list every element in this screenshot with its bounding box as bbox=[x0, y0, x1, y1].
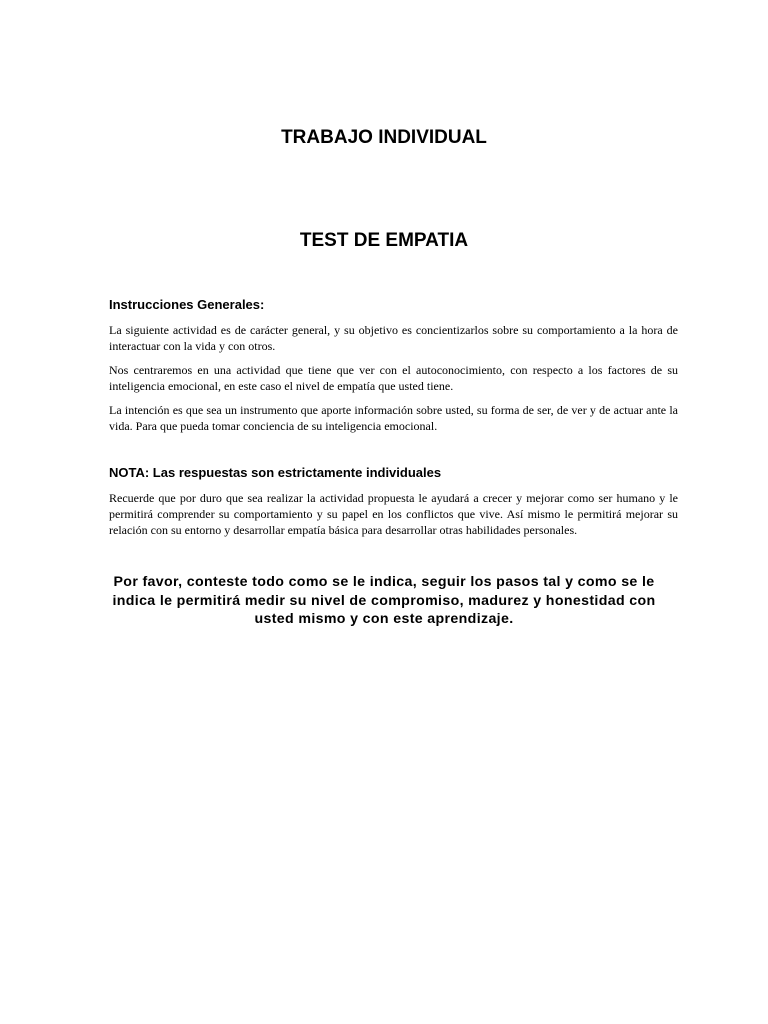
note-paragraph: Recuerde que por duro que sea realizar la actividad propuesta le ayudará a crecer y mejorar como ser humano y le permitirá comprender su comportamiento y su papel en los conflictos que vive. Así mismo le permitirá mejorar su relación con su entorno y desarrollar empatía básica para desarrollar otras habilidades personales. bbox=[109, 491, 678, 537]
instructions-paragraph-1: La siguiente actividad es de carácter general, y su objetivo es concientizarlos sobre su comportamiento a la hora de interactuar con la vida y con otros. bbox=[109, 323, 678, 353]
instructions-paragraph-3: La intención es que sea un instrumento que aporte información sobre usted, su forma de ser, de ver y de actuar ante la vida. Para que pueda tomar conciencia de su inteligencia emocional. bbox=[109, 403, 678, 433]
document-subtitle: TEST DE EMPATIA bbox=[299, 230, 469, 251]
instructions-heading: Instrucciones Generales: bbox=[109, 297, 265, 312]
closing-statement: Por favor, conteste todo como se le indica, seguir los pasos tal y como se le indica le permitirá medir su nivel de compromiso, madurez y honestidad con usted mismo y con este aprendizaje. bbox=[112, 574, 656, 627]
note-heading: NOTA: Las respuestas son estrictamente individuales bbox=[109, 465, 442, 480]
document-title: TRABAJO INDIVIDUAL bbox=[281, 127, 487, 148]
instructions-paragraph-2: Nos centraremos en una actividad que tiene que ver con el autoconocimiento, con respecto a los factores de su inteligencia emocional, en este caso el nivel de empatía que usted tiene. bbox=[109, 363, 678, 393]
